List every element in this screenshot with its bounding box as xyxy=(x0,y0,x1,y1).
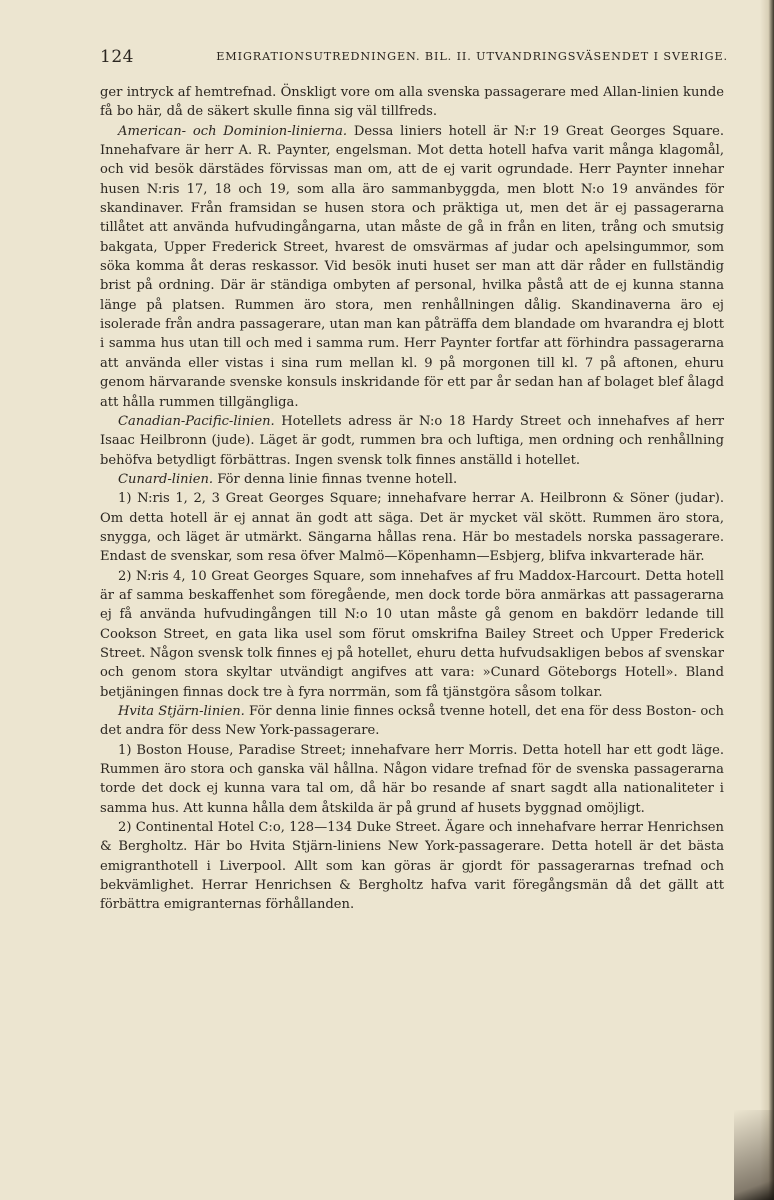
paragraph-text: 1) Boston House, Paradise Street; innehafvare herr Morris. Detta hotell har ett godt läge. Rummen äro stora och ganska väl hållna. Någon vidare trefnad för de svenska passagerarna torde det dock ej kunna vara tal om, då här bo resande af snart sagdt alla nationaliteter i samma hus. Att kunna hålla dem åtskilda är på grund af husets byggnad omöjligt. xyxy=(100,742,724,816)
paragraph-text: Dessa liniers hotell är N:r 19 Great Georges Square. Innehafvare är herr A. R. Paynter, engelsman. Mot detta hotell hafva varit många klagomål, och vid besök därstädes förvissas man om, att de ej varit ogrundade. Herr Paynter innehar husen N:ris 17, 18 och 19, som alla äro sammanbyggda, men blott N:o 19 användes för skandinaver. Från framsidan se husen stora och präktiga ut, men det är ej passagerarna tillåtet att använda hufvudingångarna, utan måste de gå in från en liten, trång och smutsig bakgata, Upper Frederick Street, hvarest de omsvärmas af judar och apelsingummor, som söka komma åt deras reskassor. Vid besök inuti huset ser man att där råder en fullständig brist på ordning. Där är ständiga ombyten af personal, hvilka påstå att de ej kunna stanna länge på platsen. Rummen äro stora, men renhållningen dålig. Skandinaverna äro ej isolerade från andra passagerare, utan man kan påträffa dem blandade om hvarandra ej blott i samma hus utan till och med i samma rum. Herr Paynter fortfar att förhindra passagerarna att använda eller vistas i sina rum mellan kl. 9 på morgonen till kl. 7 på aftonen, ehuru genom härvarande svenske konsuls inskridande för ett par år sedan han af bolaget blef ålagd att hålla rummen tillgängliga. xyxy=(100,123,725,410)
page-corner-shadow xyxy=(734,1110,774,1200)
paragraph-text: 2) Continental Hotel C:o, 128—134 Duke Street. Ägare och innehafvare herrar Henrichsen & Bergholtz. Här bo Hvita Stjärn-liniens New York-passagerare. Detta hotell är det bästa emigranthotell i Liverpool. Allt som kan göras är gjordt för passagerarnas trefnad och bekvämlighet. Herrar Henrichsen & Bergholtz hafva varit föregångsmän då det gällt att förbättra emigranternas förhållanden. xyxy=(100,820,724,913)
paragraph-white-star xyxy=(100,702,724,741)
paragraph-cunard xyxy=(100,470,724,489)
paragraph-white-star-hotel-2 xyxy=(100,818,724,915)
page-edge-shadow xyxy=(760,0,774,1200)
paragraph-continuation xyxy=(100,83,724,122)
section-heading: Hvita Stjärn-linien. xyxy=(118,704,245,719)
running-head: EMIGRATIONSUTREDNINGEN. BIL. II. UTVANDRINGSVÄSENDET I SVERIGE. xyxy=(216,50,728,63)
section-heading: Canadian-Pacific-linien. xyxy=(118,413,275,429)
paragraph-cunard-hotel-2 xyxy=(100,567,724,702)
paragraph-text: 1) N:ris 1, 2, 3 Great Georges Square; innehafvare herrar A. Heilbronn & Söner (judar). Om detta hotell är ej annat än godt att säga. Det är mycket väl skött. Rummen äro stora, snygga, och läget är utmärkt. Sängarna hållas rena. Här bo mestadels norska passagerare. Endast de svenskar, som resa öfver Malmö—Köpenhamn—Esbjerg, blifva inkvarterade här. xyxy=(100,491,724,565)
paragraph-canadian-pacific xyxy=(100,412,724,470)
paragraph-cunard-hotel-1 xyxy=(100,489,724,566)
paragraph-text: 2) N:ris 4, 10 Great Georges Square, som innehafves af fru Maddox-Harcourt. Detta hotell är af samma beskaffenhet som föregående, men dock torde böra anmärkas att passagerarna ej få använda hufvudingången till N:o 10 utan måste gå genom en bakdörr ledande till Cookson Street, en gata lika usel som förut omskrifna Bailey Street och Upper Frederick Street. Någon svensk tolk finnes ej på hotellet, ehuru detta hufvudsakligen bebos af svenskar och genom stora skyltar utvändigt angifves att vara: »Cunard Göteborgs Hotell». Bland betjäningen finnas dock tre à fyra norrmän, som få tjänstgöra såsom tolkar. xyxy=(100,568,724,700)
paragraph-text: För denna linie finnes också tvenne hotell, det ena för dess Boston- och det andra för dess New York-passagerare. xyxy=(100,704,724,739)
paragraph-white-star-hotel-1 xyxy=(100,741,724,818)
paragraph-american-dominion xyxy=(100,122,724,412)
section-heading: American- och Dominion-linierna. xyxy=(118,123,348,139)
paragraph-text: ger intryck af hemtrefnad. Önskligt vore om alla svenska passagerare med Allan-linien kunde få bo här, då de säkert skulle finna sig väl tillfreds. xyxy=(100,85,724,120)
body-text xyxy=(100,83,724,915)
paragraph-text: Hotellets adress är N:o 18 Hardy Street och innehafves af herr Isaac Heilbronn (jude). Läget är godt, rummen bra och luftiga, men ordning och renhållning behöfva betydligt förbättras. Ingen svensk tolk finnes anställd i hotellet. xyxy=(100,413,724,468)
paragraph-text: För denna linie finnas tvenne hotell. xyxy=(213,471,458,487)
page-header xyxy=(100,47,728,69)
page-number: 124 xyxy=(100,47,134,67)
section-heading: Cunard-linien. xyxy=(118,471,214,487)
